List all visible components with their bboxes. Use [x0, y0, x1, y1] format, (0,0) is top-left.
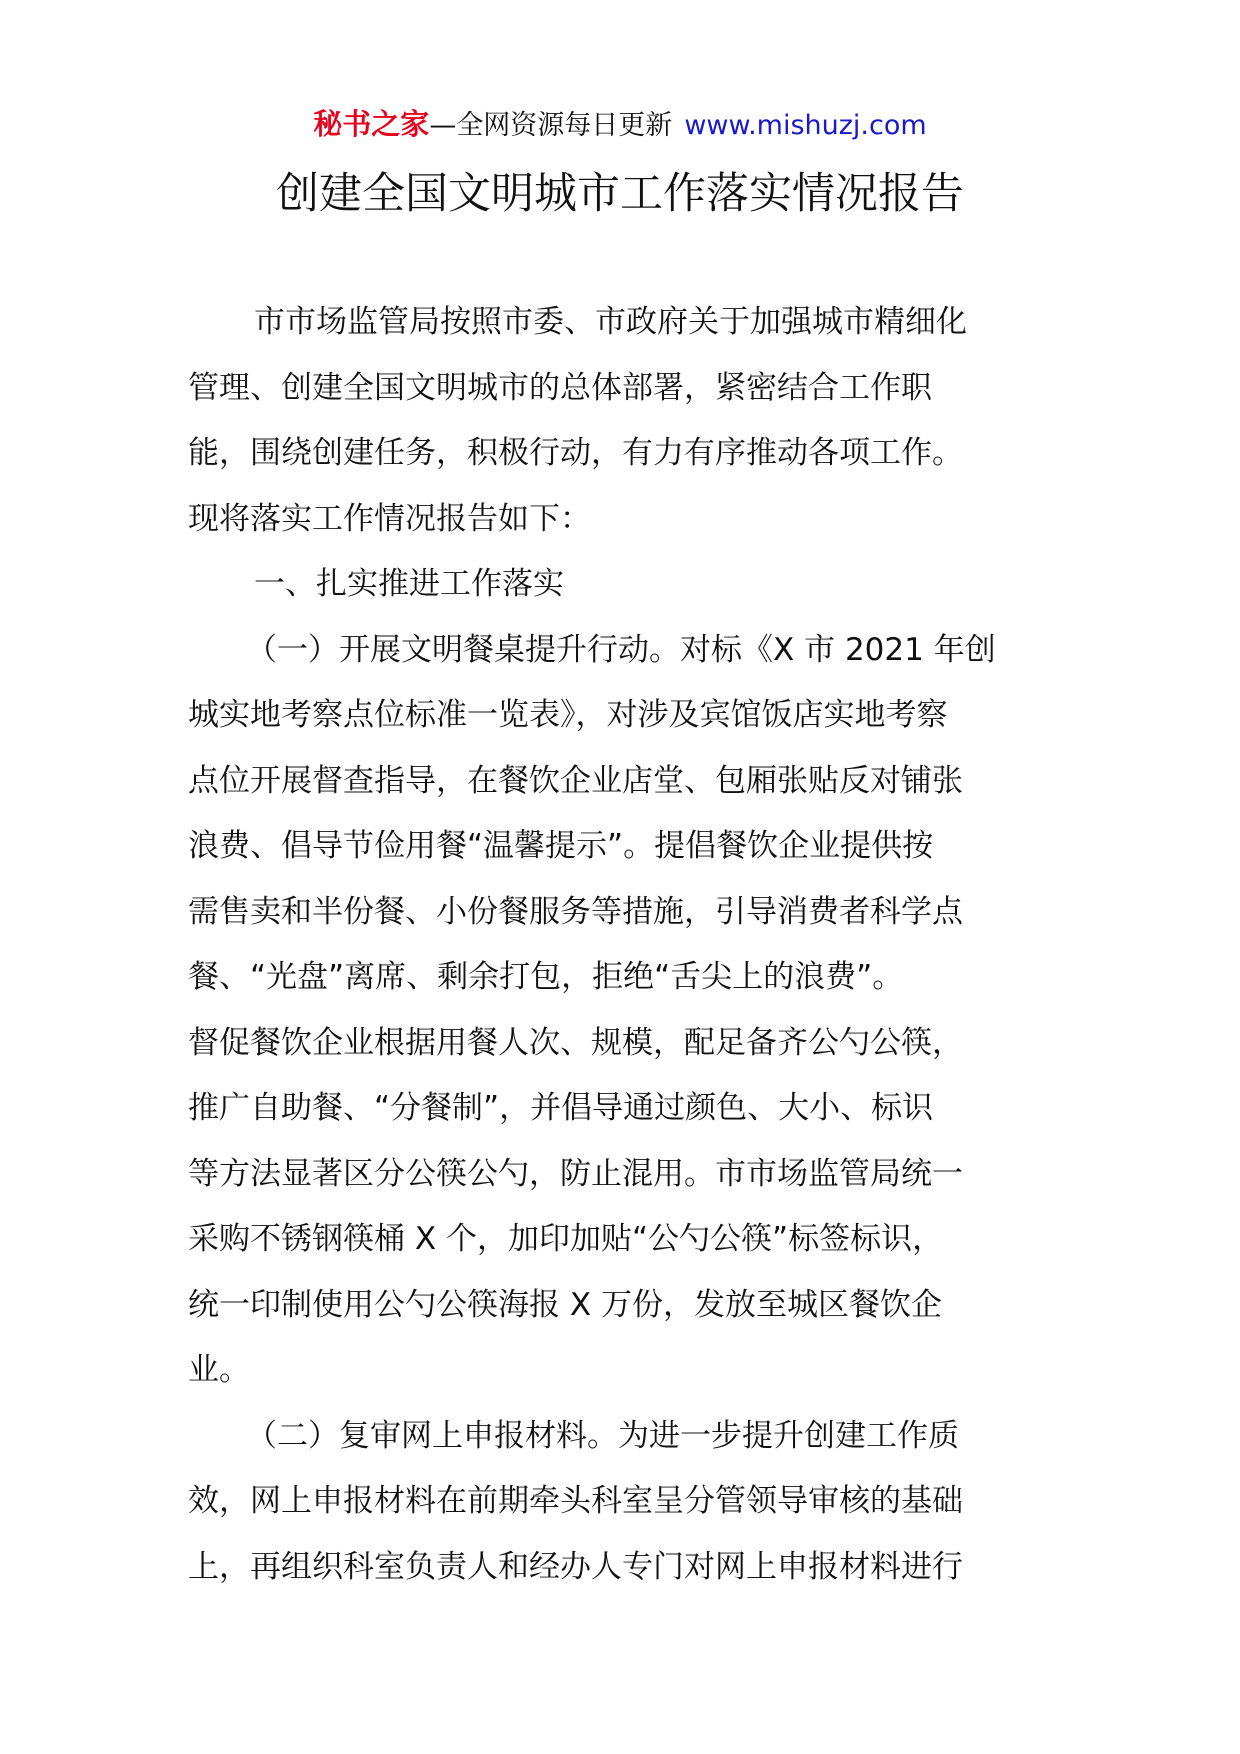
paragraph-line: 效，网上申报材料在前期牵头科室呈分管领导审核的基础 — [188, 1483, 963, 1519]
paragraph-line: 点位开展督查指导，在餐饮企业店堂、包厢张贴反对铺张 — [188, 762, 963, 799]
paragraph-line: （二）复审网上申报材料。为进一步提升创建工作质 — [246, 1417, 959, 1454]
banner-tagline: —全网资源每日更新 — [429, 110, 673, 141]
banner-brand: 秘书之家 — [313, 107, 430, 141]
paragraph-line: 能，围绕创建任务，积极行动，有力有序推动各项工作。 — [188, 435, 963, 471]
paragraph-line: （一）开展文明餐桌提升行动。对标《X 市 2021 年创 — [246, 631, 996, 668]
paragraph-line: 餐、“光盘”离席、剩余打包，拒绝“舌尖上的浪费”。 — [188, 959, 904, 995]
paragraph-line: 需售卖和半份餐、小份餐服务等措施，引导消费者科学点 — [188, 893, 963, 930]
paragraph-line: 浪费、倡导节俭用餐“温馨提示”。提倡餐饮企业提供按 — [188, 828, 934, 864]
paragraph-line: 督促餐饮企业根据用餐人次、规模，配足备齐公勺公筷， — [188, 1024, 963, 1061]
document-body — [188, 290, 1058, 1600]
paragraph-line: 城实地考察点位标准一览表》，对涉及宾馆饭店实地考察 — [188, 697, 948, 733]
paragraph-line: 推广自助餐、“分餐制”，并倡导通过颜色、大小、标识 — [188, 1090, 934, 1126]
paragraph-line: 统一印制使用公勺公筷海报 X 万份，发放至城区餐饮企 — [188, 1286, 942, 1323]
paragraph-line: 上，再组织科室负责人和经办人专门对网上申报材料进行 — [188, 1548, 963, 1585]
paragraph-line: 业。 — [188, 1352, 250, 1388]
site-banner — [0, 104, 1240, 146]
paragraph-line: 等方法显著区分公筷公勺，防止混用。市市场监管局统一 — [188, 1155, 963, 1192]
paragraph-line: 采购不锈钢筷桶 X 个，加印加贴“公勺公筷”标签标识， — [188, 1221, 944, 1257]
section-heading: 一、扎实推进工作落实 — [254, 566, 564, 602]
paragraph-line: 现将落实工作情况报告如下： — [188, 500, 591, 537]
paragraph-line: 管理、创建全国文明城市的总体部署，紧密结合工作职 — [188, 369, 932, 406]
paragraph-line: 市市场监管局按照市委、市政府关于加强城市精细化 — [254, 304, 967, 340]
document-title: 创建全国文明城市工作落实情况报告 — [276, 169, 964, 219]
banner-url-link[interactable]: www.mishuzj.com — [684, 110, 927, 141]
